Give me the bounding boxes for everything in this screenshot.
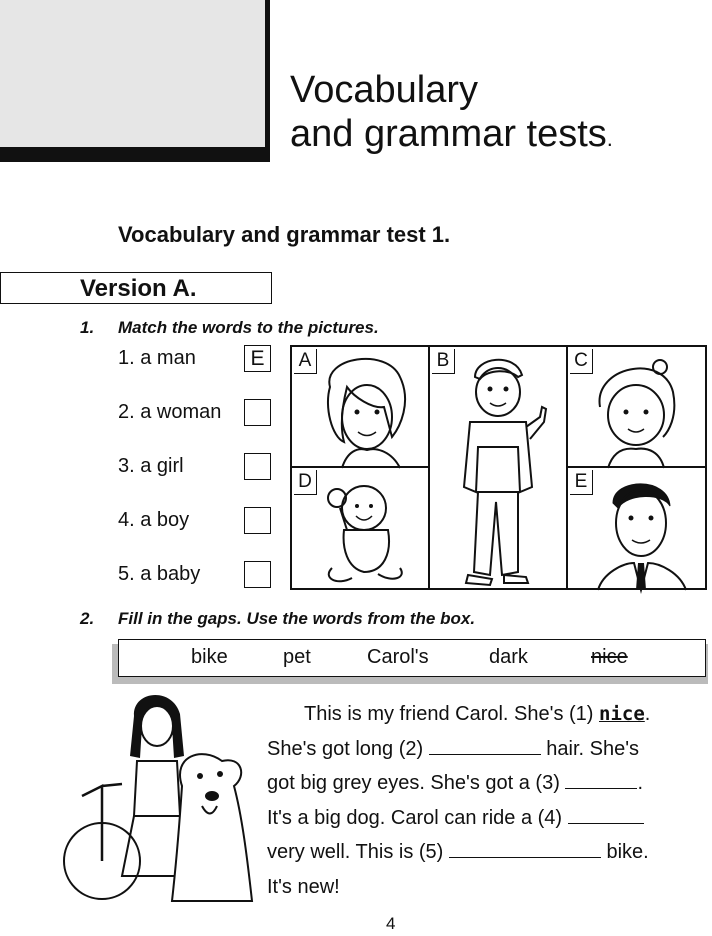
word-nice-crossed: nice	[591, 646, 628, 668]
item-2-label: 2. a woman	[118, 401, 222, 423]
picture-cell-e	[567, 467, 706, 589]
gap-2-blank[interactable]	[429, 736, 541, 755]
gap-3-blank[interactable]	[565, 770, 637, 789]
line2-end: hair. She's	[540, 737, 640, 760]
para-line-5	[267, 835, 699, 870]
picture-cell-b	[429, 346, 567, 589]
girl-illustration	[568, 347, 707, 468]
test-title: Vocabulary and grammar test 1.	[118, 222, 451, 247]
title-dot: .	[606, 126, 613, 151]
line1-text: This is my friend Carol. She's (1)	[304, 703, 600, 725]
gap-5-blank[interactable]	[449, 839, 601, 858]
picture-cell-a	[291, 346, 429, 467]
word-dark: dark	[489, 646, 528, 668]
word-box	[118, 639, 706, 677]
answer-box-4[interactable]	[244, 507, 271, 534]
header-box-shadow-bottom	[0, 150, 262, 162]
para-line-3	[267, 766, 699, 801]
title-line-2	[290, 112, 613, 161]
task2-number: 2.	[80, 609, 95, 628]
answer-box-5[interactable]	[244, 561, 271, 588]
word-bike: bike	[191, 646, 228, 668]
version-label: Version A.	[80, 275, 197, 302]
picture-letter-d: D	[294, 470, 317, 495]
girl-with-dog-illustration	[62, 686, 262, 906]
line3-end: .	[637, 772, 643, 794]
picture-cell-d	[291, 467, 429, 589]
line5-text: very well. This is (5)	[267, 841, 449, 863]
answer-box-3[interactable]	[244, 453, 271, 480]
line5-end: bike.	[600, 841, 649, 863]
title-line-2-text: and grammar tests	[290, 113, 607, 155]
picture-letter-c: C	[570, 349, 593, 374]
gap-1-answer[interactable]: nice	[599, 703, 645, 725]
line3-text: got big grey eyes. She's got a (3)	[267, 772, 566, 794]
para-line-2	[267, 732, 699, 767]
item-4-label: 4. a boy	[118, 509, 190, 531]
line4-text: It's a big dog. Carol can ride a (4)	[267, 806, 568, 829]
word-carols: Carol's	[367, 646, 429, 668]
para-line-4	[267, 801, 699, 836]
picture-grid	[290, 345, 707, 590]
boy-illustration	[430, 347, 568, 590]
item-3-label: 3. a girl	[118, 455, 184, 477]
title-line-1: Vocabulary	[290, 69, 479, 111]
task1-number: 1.	[80, 318, 95, 337]
baby-illustration	[292, 468, 430, 590]
answer-box-1[interactable]: E	[244, 345, 271, 372]
item-1-label: 1. a man	[118, 347, 196, 369]
man-illustration	[568, 468, 707, 590]
picture-letter-b: B	[432, 349, 455, 374]
task2-instruction: Fill in the gaps. Use the words from the box.	[118, 609, 476, 628]
header-gray-box	[0, 0, 268, 150]
page-title	[290, 68, 613, 161]
picture-letter-e: E	[570, 470, 593, 495]
fill-in-paragraph	[267, 697, 699, 904]
line2-text: She's got long (2)	[267, 737, 429, 760]
item-5-label: 5. a baby	[118, 563, 201, 585]
answer-box-2[interactable]	[244, 399, 271, 426]
woman-illustration	[292, 347, 430, 468]
para-line-6: It's new!	[267, 875, 340, 898]
task1-instruction: Match the words to the pictures.	[118, 318, 379, 337]
line1-end: .	[644, 703, 651, 725]
page-number: 4	[386, 914, 396, 933]
word-pet: pet	[283, 646, 311, 668]
picture-cell-c	[567, 346, 706, 467]
picture-letter-a: A	[294, 349, 317, 374]
gap-4-blank[interactable]	[568, 805, 644, 824]
para-line-1	[267, 697, 699, 732]
